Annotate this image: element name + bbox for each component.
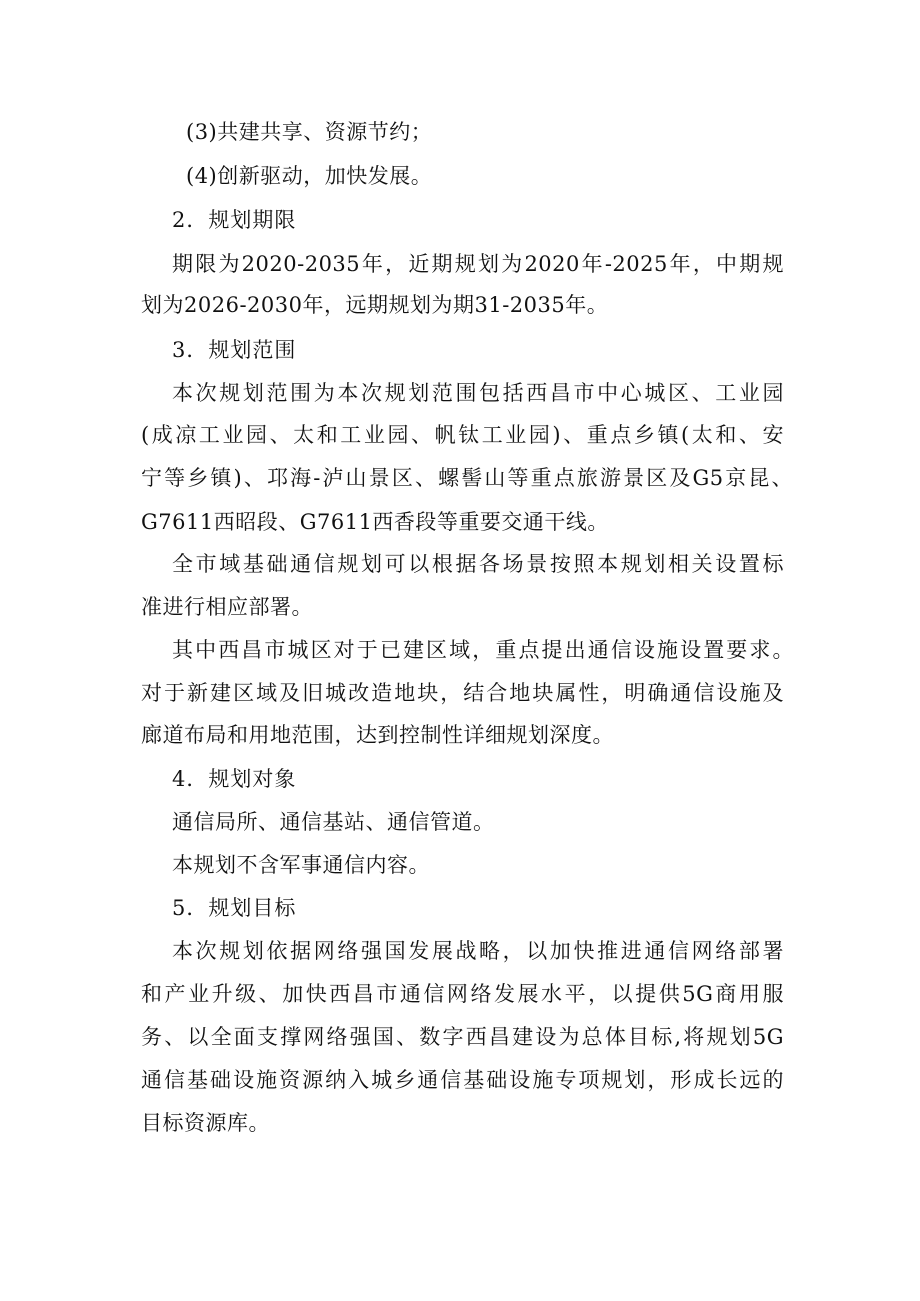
principle-4: (4)创新驱动，加快发展。 [186,164,433,188]
paragraph-urban-line-3: 廊道布局和用地范围，达到控制性详细规划深度。 [141,723,614,747]
paragraph-goals-line-4: 通信基础设施资源纳入城乡通信基础设施专项规划，形成长远的 [141,1068,784,1092]
paragraph-urban-line-1: 其中西昌市城区对于已建区域，重点提出通信设施设置要求。 [172,638,794,662]
paragraph-goals-line-2: 和产业升级、加快西昌市通信网络发展水平，以提供5G商用服 [141,982,784,1006]
section-heading-3: 3．规划范围 [172,338,297,362]
paragraph-objects-line-2: 本规划不含军事通信内容。 [172,853,430,877]
section-heading-5: 5．规划目标 [172,896,297,920]
paragraph-scope-line-4: G7611西昭段、G7611西香段等重要交通干线。 [141,510,609,534]
principle-3: (3)共建共享、资源节约； [186,120,433,144]
paragraph-citywide-line-1: 全市域基础通信规划可以根据各场景按照本规划相关设置标 [172,552,784,576]
paragraph-scope-line-1: 本次规划范围为本次规划范围包括西昌市中心城区、工业园 [172,381,784,405]
paragraph-period-line-2: 划为2026-2030年，远期规划为期31-2035年。 [141,293,609,317]
paragraph-scope-line-2: (成凉工业园、太和工业园、帆钛工业园)、重点乡镇(太和、安 [141,423,784,447]
paragraph-scope-line-3: 宁等乡镇)、邛海-泸山景区、螺髻山等重点旅游景区及G5京昆、 [141,466,793,490]
paragraph-urban-line-2: 对于新建区域及旧城改造地块，结合地块属性，明确通信设施及 [141,681,784,705]
section-heading-2: 2．规划期限 [172,208,297,232]
paragraph-goals-line-5: 目标资源库。 [141,1111,270,1135]
paragraph-citywide-line-2: 准进行相应部署。 [141,595,313,619]
paragraph-objects-line-1: 通信局所、通信基站、通信管道。 [172,810,495,834]
paragraph-period-line-1: 期限为2020-2035年，近期规划为2020年-2025年，中期规 [172,252,784,276]
paragraph-goals-line-3: 务、以全面支撑网络强国、数字西昌建设为总体目标,将规划5G [141,1025,784,1049]
paragraph-goals-line-1: 本次规划依据网络强国发展战略，以加快推进通信网络部署 [172,939,784,963]
section-heading-4: 4．规划对象 [172,767,297,791]
